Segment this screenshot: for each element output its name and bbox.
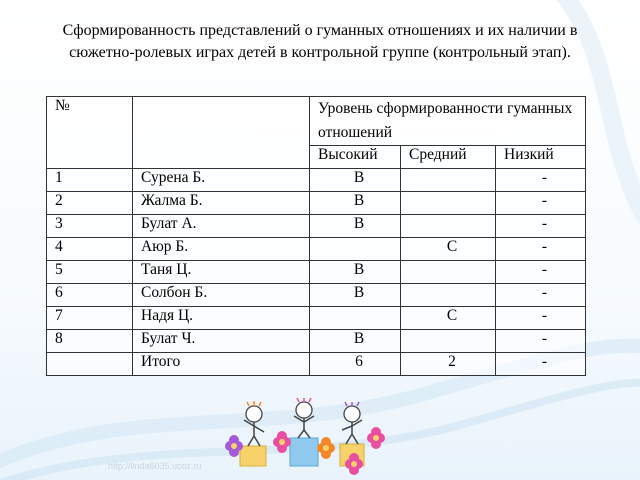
row-medium (401, 169, 496, 192)
row-medium (401, 261, 496, 284)
document-title: Сформированность представлений о гуманных отношениях и их наличии в сюжетно-ролевых играх детей в контрольной группе (контрольный этап). (62, 22, 578, 61)
row-medium (401, 330, 496, 353)
total-number (47, 353, 133, 376)
header-low: Низкий (496, 146, 586, 169)
table-row (47, 330, 586, 353)
row-high: В (310, 192, 401, 215)
row-name: Жалма Б. (133, 192, 310, 215)
total-label: Итого (133, 353, 310, 376)
row-name: Булат Ч. (133, 330, 310, 353)
row-low: - (496, 238, 586, 261)
row-number: 1 (47, 169, 133, 192)
table-header-row (47, 97, 586, 146)
table-total-row (47, 353, 586, 376)
row-low: - (496, 169, 586, 192)
row-low: - (496, 192, 586, 215)
row-name: Таня Ц. (133, 261, 310, 284)
row-number: 3 (47, 215, 133, 238)
header-number: № (47, 97, 133, 169)
header-level: Уровень сформированности гуманных отношений (310, 97, 586, 146)
row-number: 2 (47, 192, 133, 215)
row-high: В (310, 169, 401, 192)
row-name: Аюр Б. (133, 238, 310, 261)
row-high: В (310, 215, 401, 238)
row-number: 5 (47, 261, 133, 284)
table-row (47, 169, 586, 192)
row-medium: С (401, 238, 496, 261)
row-name: Солбон Б. (133, 284, 310, 307)
row-name: Сурена Б. (133, 169, 310, 192)
row-low: - (496, 284, 586, 307)
row-medium (401, 192, 496, 215)
humane-relations-table (46, 96, 586, 376)
row-number: 8 (47, 330, 133, 353)
row-number: 6 (47, 284, 133, 307)
row-name: Булат А. (133, 215, 310, 238)
row-low: - (496, 330, 586, 353)
total-high: 6 (310, 353, 401, 376)
row-high (310, 307, 401, 330)
header-high: Высокий (310, 146, 401, 169)
row-low: - (496, 307, 586, 330)
total-low: - (496, 353, 586, 376)
row-high: В (310, 261, 401, 284)
header-name (133, 97, 310, 169)
row-medium: С (401, 307, 496, 330)
row-high (310, 238, 401, 261)
table-row (47, 307, 586, 330)
row-low: - (496, 215, 586, 238)
row-name: Надя Ц. (133, 307, 310, 330)
row-low: - (496, 261, 586, 284)
kids-flowers-illustration (212, 398, 412, 480)
row-number: 4 (47, 238, 133, 261)
row-medium (401, 215, 496, 238)
row-number: 7 (47, 307, 133, 330)
table-row (47, 215, 586, 238)
total-medium: 2 (401, 353, 496, 376)
table-row (47, 192, 586, 215)
header-medium: Средний (401, 146, 496, 169)
row-high: В (310, 330, 401, 353)
table-row (47, 238, 586, 261)
row-high: В (310, 284, 401, 307)
table-row (47, 261, 586, 284)
row-medium (401, 284, 496, 307)
table-row (47, 284, 586, 307)
watermark: http://linda6035.ucoz.ru (108, 461, 202, 471)
